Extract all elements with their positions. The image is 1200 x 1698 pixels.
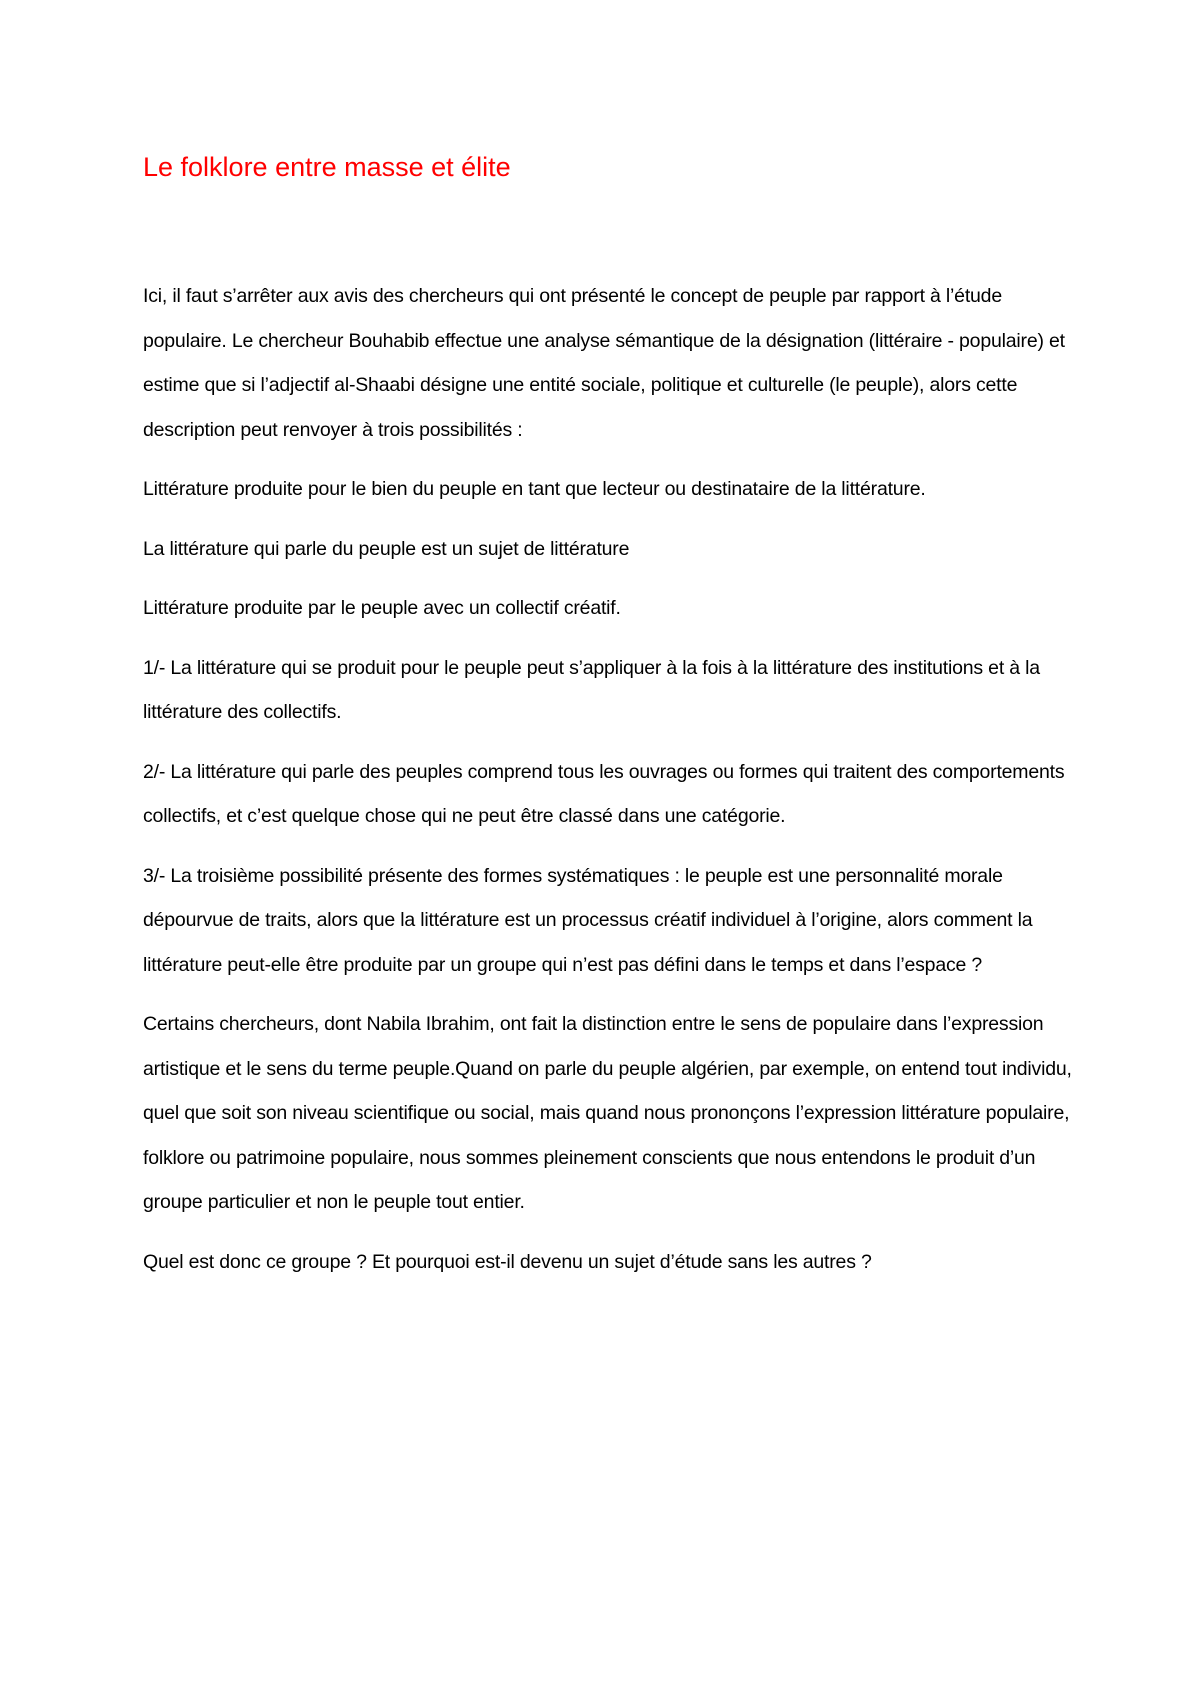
document-title: Le folklore entre masse et élite — [143, 152, 511, 182]
paragraph-point-1: 1/- La littérature qui se produit pour le peuple peut s’appliquer à la fois à la littérature des institutions et à la littérature des collectifs. — [143, 656, 1040, 723]
paragraph-possibility-subject: La littérature qui parle du peuple est un sujet de littérature — [143, 537, 630, 560]
paragraph-point-3: 3/- La troisième possibilité présente des formes systématiques : le peuple est une personnalité morale dépourvue de traits, alors que la littérature est un processus créatif individuel à l’origine, alors comment la littérature peut-elle être produite par un groupe qui n’est pas défini dans le temps et dans l’espace ? — [143, 864, 1033, 976]
document-content — [143, 150, 1083, 1299]
paragraph-intro: Ici, il faut s’arrêter aux avis des chercheurs qui ont présenté le concept de peuple par rapport à l’étude populaire. Le chercheur Bouhabib effectue une analyse sémantique de la désignation (littéraire - populaire) et estime que si l’adjectif al-Shaabi désigne une entité sociale, politique et culturelle (le peuple), alors cette description peut renvoyer à trois possibilités : — [143, 285, 1065, 441]
document-body — [143, 274, 1083, 1284]
paragraph-possibility-collective: Littérature produite par le peuple avec un collectif créatif. — [143, 597, 621, 619]
paragraph-possibility-reader: Littérature produite pour le bien du peuple en tant que lecteur ou destinataire de la littérature. — [143, 478, 926, 500]
paragraph-point-2: 2/- La littérature qui parle des peuples comprend tous les ouvrages ou formes qui traitent des comportements collectifs, et c’est quelque chose qui ne peut être classé dans une catégorie. — [143, 760, 1065, 827]
paragraph-question: Quel est donc ce groupe ? Et pourquoi est-il devenu un sujet d’étude sans les autres ? — [143, 1250, 872, 1273]
paragraph-nabila-ibrahim: Certains chercheurs, dont Nabila Ibrahim, ont fait la distinction entre le sens de populaire dans l’expression artistique et le sens du terme peuple.Quand on parle du peuple algérien, par exemple, on entend tout individu, quel que soit son niveau scientifique ou social, mais quand nous prononçons l’expression littérature populaire, folklore ou patrimoine populaire, nous sommes pleinement conscients que nous entendons le produit d’un groupe particulier et non le peuple tout entier. — [143, 1013, 1072, 1213]
